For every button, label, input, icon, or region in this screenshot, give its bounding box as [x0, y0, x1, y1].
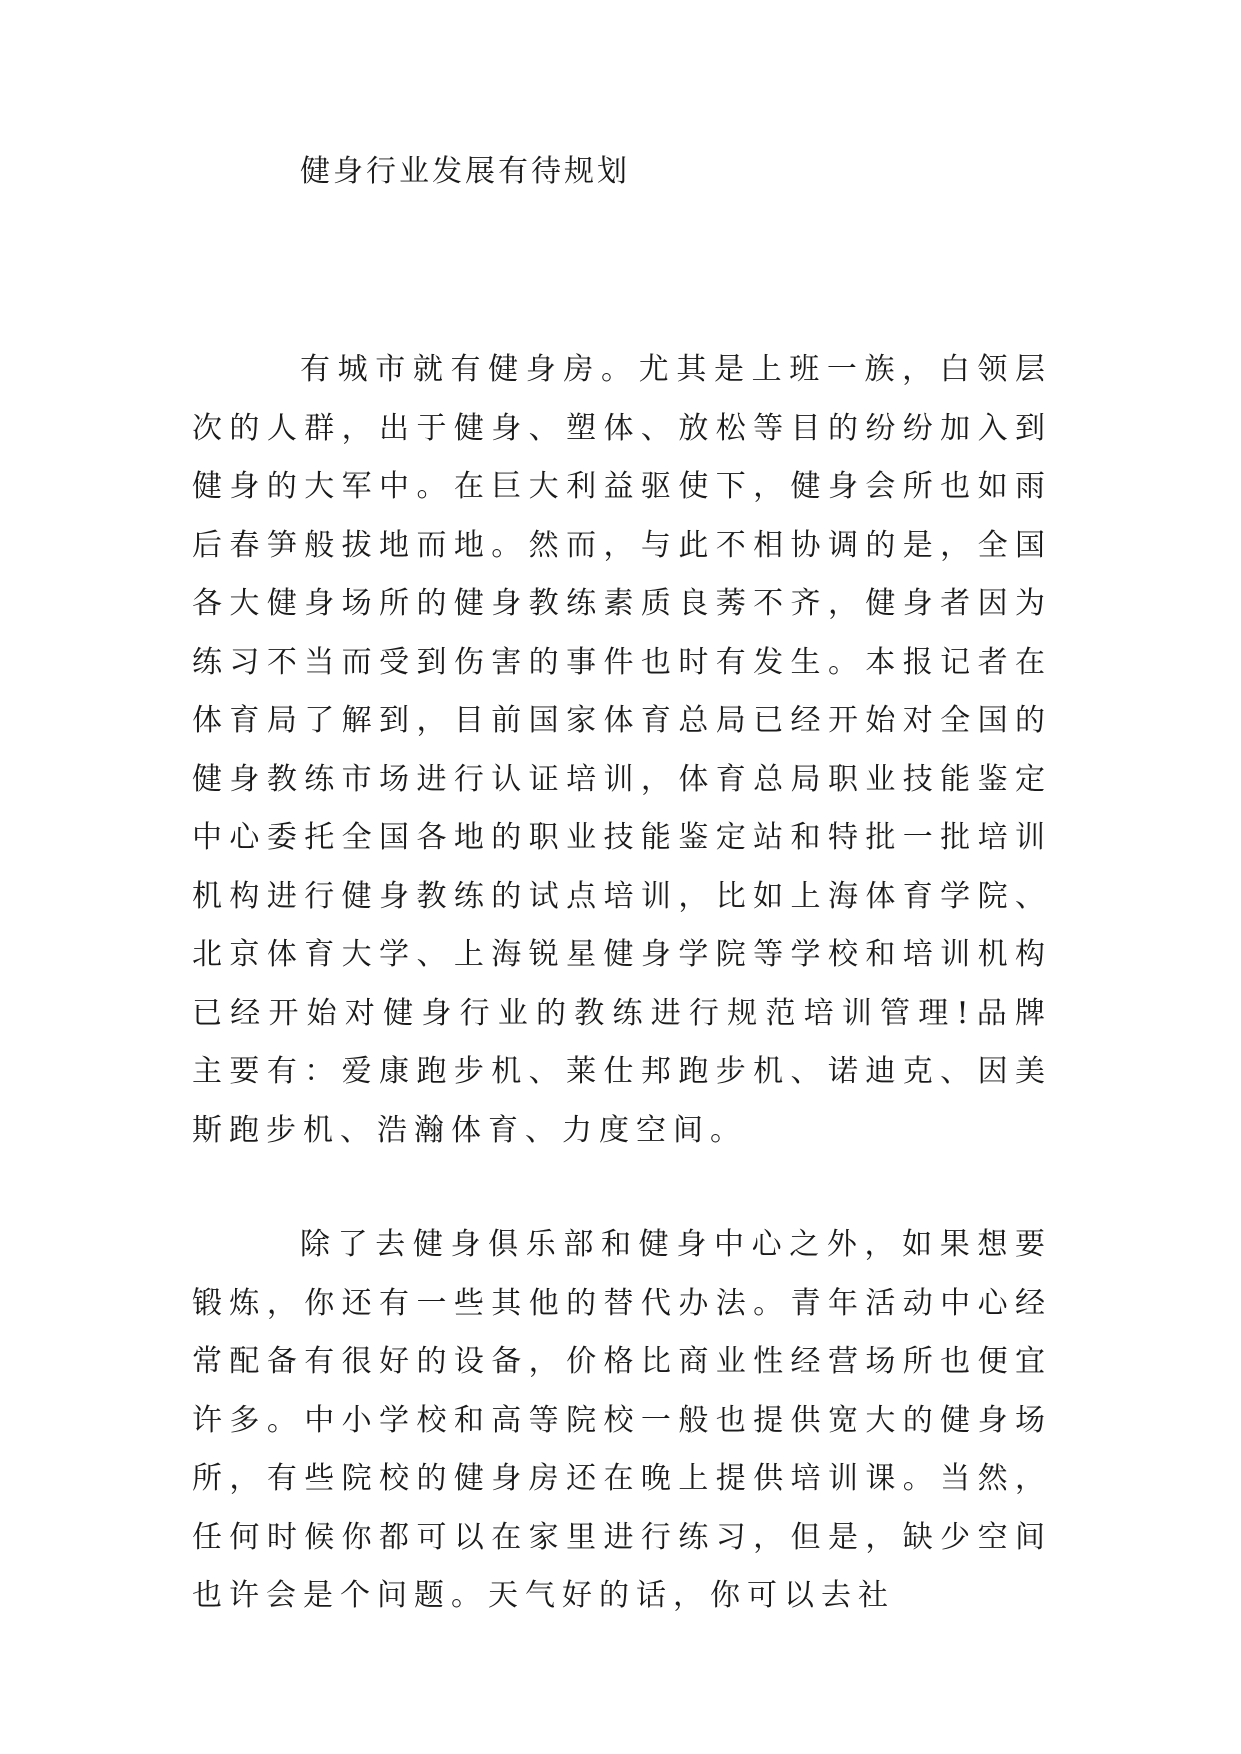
- paragraph-alternatives: 除了去健身俱乐部和健身中心之外，如果想要锻炼，你还有一些其他的替代办法。青年活动中心经常配备有很好的设备，价格比商业性经营场所也便宜许多。中小学校和高等院校一般也提供宽大的健身场所，有些院校的健身房还在晚上提供培训课。当然，任何时候你都可以在家里进行练习，但是，缺少空间也许会是个问题。天气好的话，你可以去社: [192, 1227, 1052, 1613]
- paragraph-fitness-industry: 有城市就有健身房。尤其是上班一族，白领层次的人群，出于健身、塑体、放松等目的纷纷加入到健身的大军中。在巨大利益驱使下，健身会所也如雨后春笋般拔地而地。然而，与此不相协调的是，全国各大健身场所的健身教练素质良莠不齐，健身者因为练习不当而受到伤害的事件也时有发生。本报记者在体育局了解到，目前国家体育总局已经开始对全国的健身教练市场进行认证培训，体育总局职业技能鉴定中心委托全国各地的职业技能鉴定站和特批一批培训机构进行健身教练的试点培训，比如上海体育学院、北京体育大学、上海锐星健身学院等学校和培训机构已经开始对健身行业的教练进行规范培训管理!品牌主要有：爱康跑步机、莱仕邦跑步机、诺迪克、因美斯跑步机、浩瀚体育、力度空间。: [192, 352, 1052, 1148]
- page-title: 健身行业发展有待规划: [300, 154, 630, 189]
